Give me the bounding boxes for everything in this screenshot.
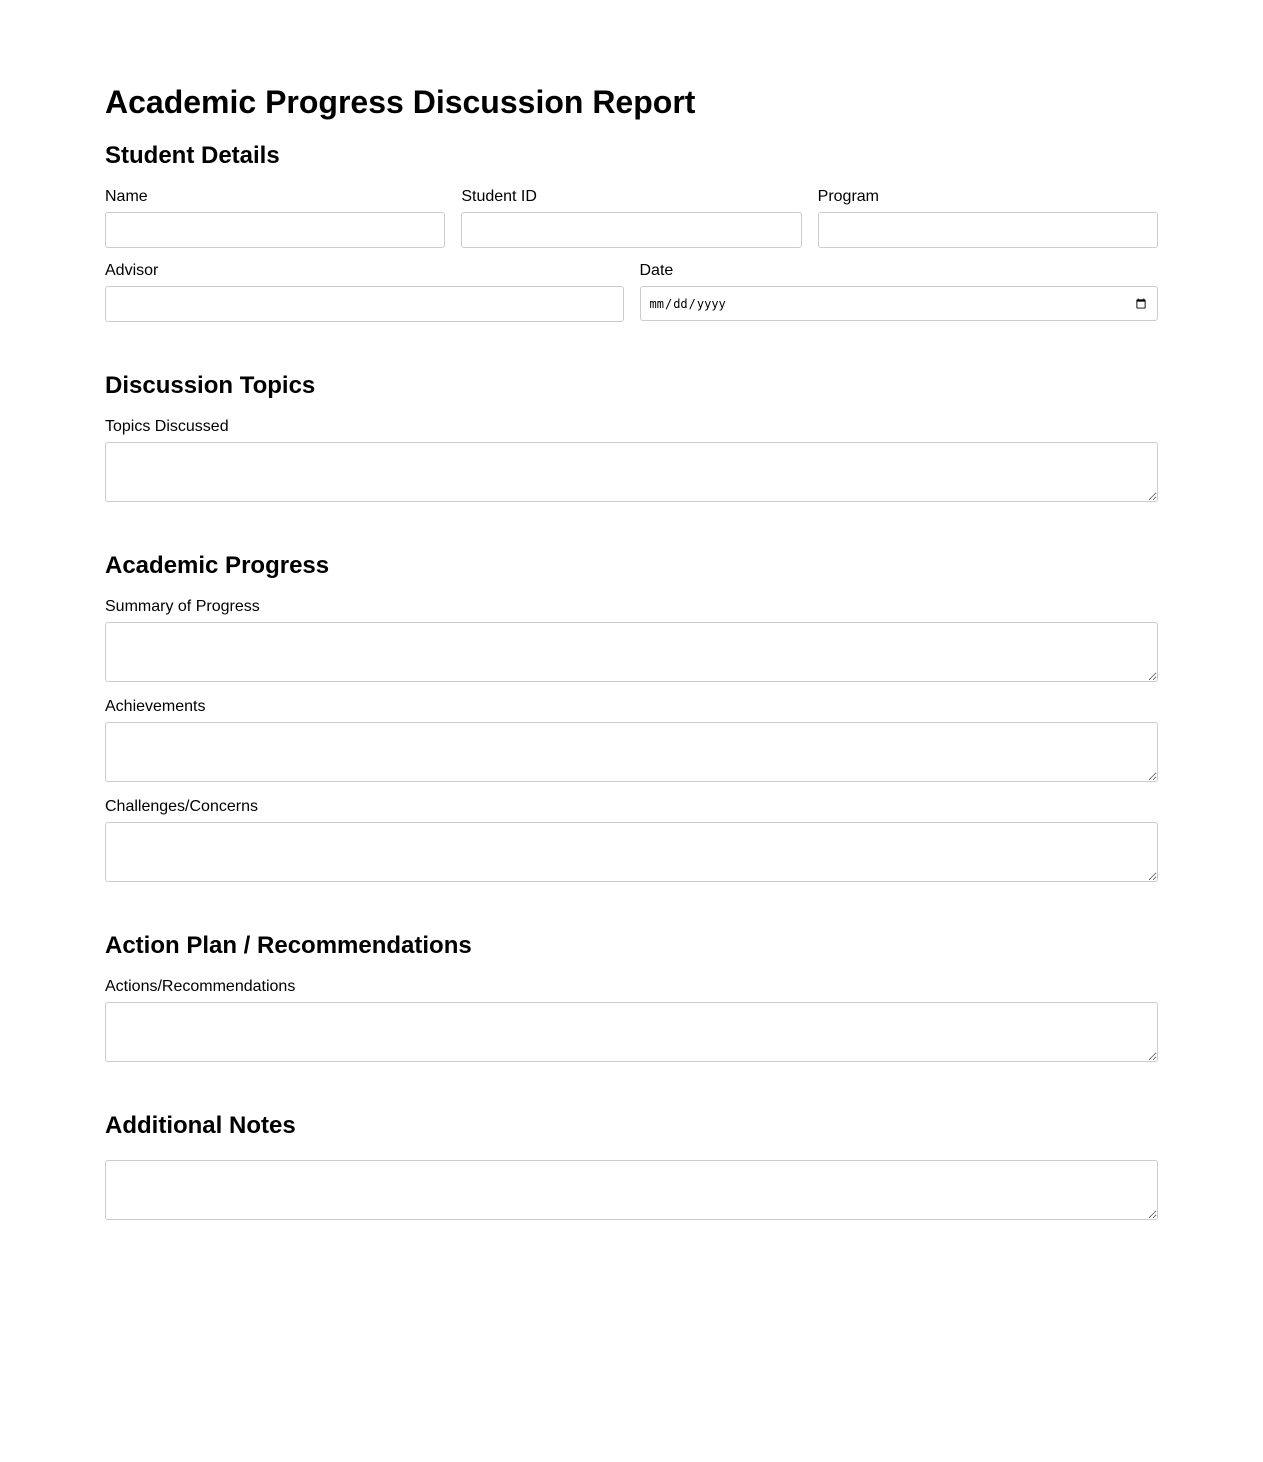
section-heading-student-details: Student Details — [105, 142, 280, 169]
student-id-field[interactable] — [461, 212, 801, 248]
date-label: Date — [639, 262, 674, 279]
achievements-label: Achievements — [105, 698, 206, 715]
summary-textarea[interactable] — [105, 622, 1158, 682]
summary-label: Summary of Progress — [105, 598, 260, 615]
advisor-label: Advisor — [105, 262, 159, 279]
additional-notes-section — [105, 1112, 1158, 1220]
action-plan-section — [105, 932, 1158, 1062]
section-heading-action-plan: Action Plan / Recommendations — [105, 932, 472, 959]
name-field[interactable] — [105, 212, 445, 248]
actions-label: Actions/Recommendations — [105, 978, 296, 995]
student-details-section — [105, 142, 1158, 322]
actions-textarea[interactable] — [105, 1002, 1158, 1062]
challenges-label: Challenges/Concerns — [105, 798, 258, 815]
section-heading-academic-progress: Academic Progress — [105, 552, 330, 579]
section-heading-discussion-topics: Discussion Topics — [105, 372, 316, 399]
challenges-textarea[interactable] — [105, 822, 1158, 882]
page-title: Academic Progress Discussion Report — [105, 84, 696, 120]
program-label: Program — [817, 188, 880, 205]
topics-textarea[interactable] — [105, 442, 1158, 502]
academic-progress-section — [105, 552, 1158, 882]
date-field[interactable] — [640, 286, 1159, 321]
advisor-field[interactable] — [105, 286, 624, 322]
achievements-textarea[interactable] — [105, 722, 1158, 782]
program-field[interactable] — [818, 212, 1158, 248]
report-form — [105, 0, 1158, 1220]
student-id-label: Student ID — [461, 188, 537, 205]
section-heading-additional-notes: Additional Notes — [105, 1112, 296, 1139]
name-label: Name — [105, 188, 148, 205]
notes-textarea[interactable] — [105, 1160, 1158, 1220]
discussion-topics-section — [105, 372, 1158, 502]
topics-label: Topics Discussed — [105, 418, 229, 435]
